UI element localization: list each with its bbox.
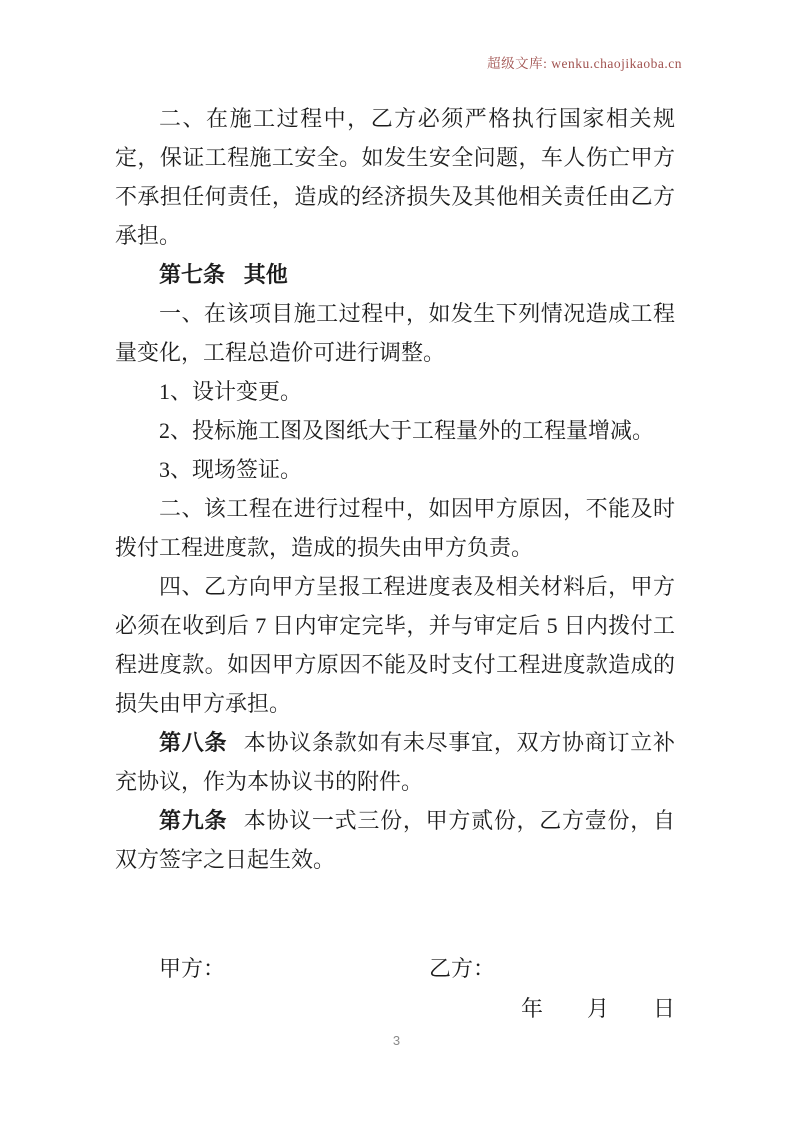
party-a-label: 甲方：: [159, 956, 226, 981]
clause-9-paragraph: [115, 801, 675, 879]
list-item-1: 1、设计变更。: [159, 379, 303, 404]
paragraph-safety-clause: 二、在施工过程中，乙方必须严格执行国家相关规定，保证工程施工安全。如发生安全问题，车人伤亡甲方不承担任何责任，造成的经济损失及其他相关责任由乙方承担。: [115, 106, 675, 248]
list-item-2: 2、投标施工图及图纸大于工程量外的工程量增减。: [159, 418, 655, 443]
party-b-label: 乙方：: [429, 956, 496, 981]
list-item-3: 3、现场签证。: [159, 457, 303, 482]
watermark-text: 超级文库: wenku.chaojikaoba.cn: [487, 56, 682, 71]
clause-7-heading: [115, 255, 675, 294]
page-number: 3: [392, 1033, 401, 1048]
clause-9-label: 第九条: [159, 808, 228, 833]
signature-block: [115, 949, 675, 1028]
clause-8-label: 第八条: [159, 730, 228, 755]
clause-9-text: 本协议一式三份，甲方贰份，乙方壹份，自双方签字之日起生效。: [115, 808, 675, 872]
clause-8-text: 本协议条款如有未尽事宜，双方协商订立补充协议，作为本协议书的附件。: [115, 730, 675, 794]
clause-7-label: 第七条: [159, 262, 226, 287]
paragraph-review-payment: 四、乙方向甲方呈报工程进度表及相关材料后，甲方必须在收到后 7 日内审定完毕，并与审定后 5 日内拨付工程进度款。如因甲方原因不能及时支付工程进度款造成的损失由甲方承担。: [115, 574, 675, 716]
document-body: [115, 99, 675, 1028]
clause-7-title: 其他: [243, 262, 288, 287]
date-line: 年 月 日: [520, 996, 675, 1021]
paragraph-adjustment-intro: 一、在该项目施工过程中，如发生下列情况造成工程量变化，工程总造价可进行调整。: [115, 301, 675, 365]
signature-row: [115, 949, 675, 988]
clause-8-paragraph: [115, 723, 675, 801]
paragraph-progress-payment: 二、该工程在进行过程中，如因甲方原因，不能及时拨付工程进度款，造成的损失由甲方负责。: [115, 496, 675, 560]
